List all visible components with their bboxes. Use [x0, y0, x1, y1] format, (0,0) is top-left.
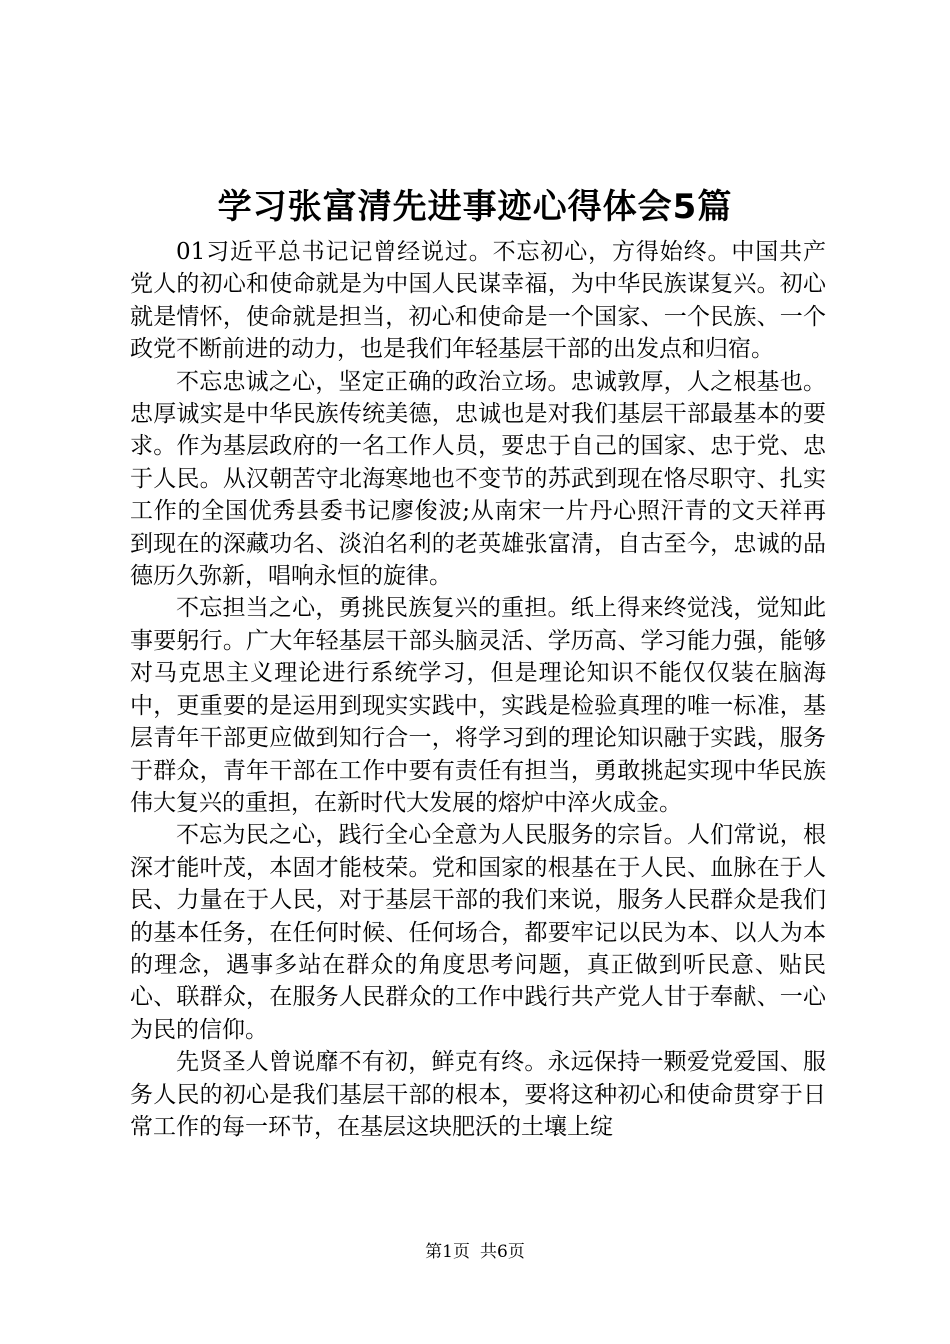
paragraph: 先贤圣人曾说靡不有初，鲜克有终。永远保持一颗爱党爱国、服务人民的初心是我们基层干部的根本，要将这种初心和使命贯穿于日常工作的每一环节，在基层这块肥沃的土壤上绽: [130, 1049, 826, 1140]
paragraph: 不忘担当之心，勇挑民族复兴的重担。纸上得来终觉浅，觉知此事要躬行。广大年轻基层干部头脑灵活、学历高、学习能力强，能够对马克思主义理论进行系统学习，但是理论知识不能仅仅装在脑海中，更重要的是运用到现实实践中，实践是检验真理的唯一标准，基层青年干部更应做到知行合一，将学习到的理论知识融于实践，服务于群众，青年干部在工作中要有责任有担当，勇敢挑起实现中华民族伟大复兴的重担，在新时代大发展的熔炉中淬火成金。: [130, 595, 826, 816]
paragraph: 不忘为民之心，践行全心全意为人民服务的宗旨。人们常说，根深才能叶茂，本固才能枝荣。党和国家的根基在于人民、血脉在于人民、力量在于人民，对于基层干部的我们来说，服务人民群众是我们的基本任务，在任何时候、任何场合，都要牢记以民为本、以人为本的理念，遇事多站在群众的角度思考问题，真正做到听民意、贴民心、联群众，在服务人民群众的工作中践行共产党人甘于奉献、一心为民的信仰。: [130, 822, 826, 1043]
document-body: [130, 236, 826, 1143]
page-footer: [0, 1240, 950, 1264]
paragraph: 01习近平总书记记曾经说过。不忘初心，方得始终。中国共产党人的初心和使命就是为中国人民谋幸福，为中华民族谋复兴。初心就是情怀，使命就是担当，初心和使命是一个国家、一个民族、一个政党不断前进的动力，也是我们年轻基层干部的出发点和归宿。: [130, 239, 826, 363]
paragraph: 不忘忠诚之心，坚定正确的政治立场。忠诚敦厚，人之根基也。忠厚诚实是中华民族传统美德，忠诚也是对我们基层干部最基本的要求。作为基层政府的一名工作人员，要忠于自己的国家、忠于党、忠于人民。从汉朝苦守北海寒地也不变节的苏武到现在恪尽职守、扎实工作的全国优秀县委书记廖俊波;从南宋一片丹心照汗青的文天祥再到现在的深藏功名、淡泊名利的老英雄张富清，自古至今，忠诚的品德历久弥新，唱响永恒的旋律。: [130, 368, 826, 590]
page-total: 共6页: [480, 1242, 525, 1262]
page-title: 学习张富清先进事迹心得体会5篇: [217, 187, 733, 227]
page-number: 第1页: [425, 1242, 470, 1262]
